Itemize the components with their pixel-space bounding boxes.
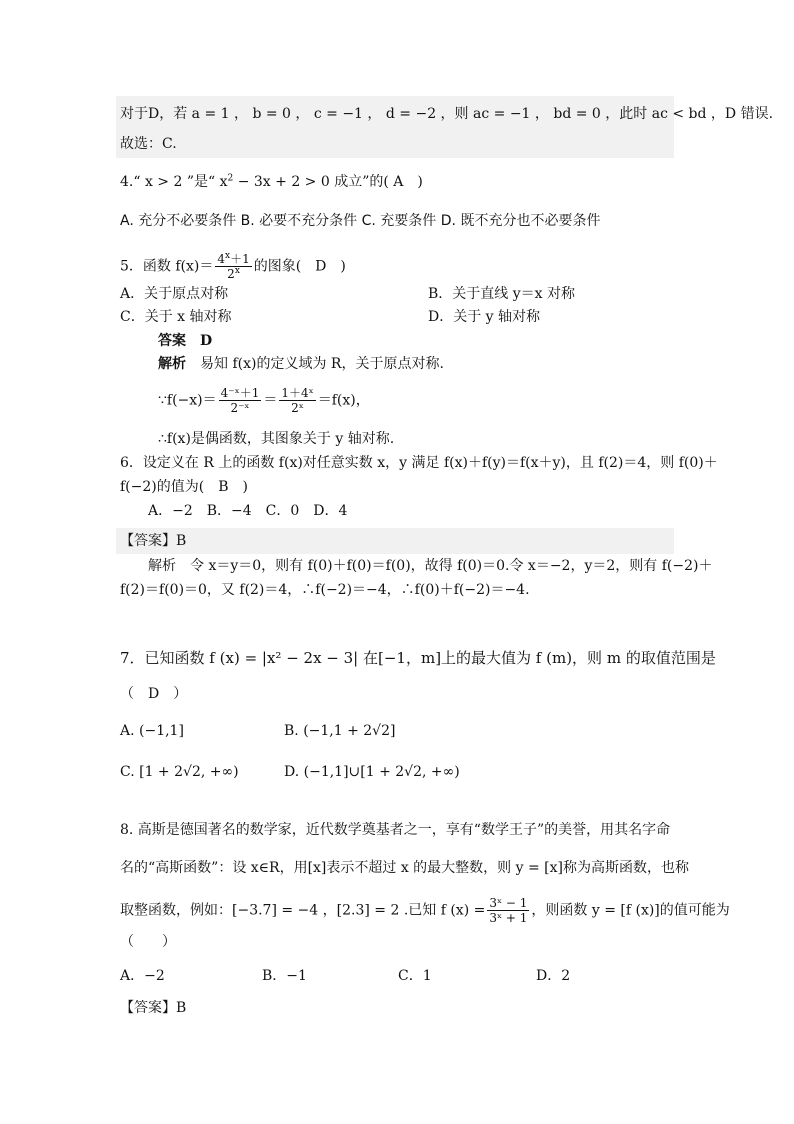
q7-blank: （ D ） xyxy=(120,686,188,702)
q7-stem: 7．已知函数 f (x) = |x² − 2x − 3| 在[−1，m]上的最大值为 f (m)，则 m 的取值范围是 xyxy=(120,649,716,667)
q8-option-d: D．2 xyxy=(536,968,571,984)
q7-option-a: A. (−1,1] xyxy=(120,723,184,739)
q8-blank: （ ） xyxy=(120,934,176,950)
q8-fraction: $\frac{\text{3ˣ − 1}}{\text{3ˣ + 1}}$ xyxy=(489,896,528,925)
q8-stem-1: 8. 高斯是德国著名的数学家，近代数学奠基者之一，享有“数学王子”的美誉，用其名字命 xyxy=(120,822,671,838)
q6-analysis-2: f(2)＝f(0)＝0，又 f(2)＝4，∴f(−2)＝−4，∴f(0)＋f(−2)＝−4. xyxy=(120,582,530,598)
q5-answer: 答案 D xyxy=(158,333,213,349)
q7-option-b: B. (−1,1 + 2√2] xyxy=(284,723,396,739)
q8-option-b: B．−1 xyxy=(262,968,307,984)
q5-fraction: $\frac{4^x+1}{2^x}$ xyxy=(217,251,250,281)
q3-line-1: 对于D，若 a = 1 ， b = 0 ， c = −1 ， d = −2 ，则 ac = −1 ， bd = 0 ，此时 ac < bd ，D 错误. xyxy=(120,106,774,122)
q4-options: A. 充分不必要条件 B. 必要不充分条件 C. 充要条件 D. 既不充分也不必要条件 xyxy=(120,213,601,229)
q4-stem: 4.“ x > 2 ”是“ $x^2 - 3x + 2 > 0$ 成立”的( A ) xyxy=(120,173,423,190)
q6-options: A．−2 B．−4 C．0 D．4 xyxy=(148,503,348,519)
q7-option-d: D. (−1,1]∪[1 + 2√2, +∞) xyxy=(284,764,460,780)
q8-stem-3: 取整函数，例如：[−3.7] = −4 ，[2.3] = 2 .已知 f (x) = $\frac{\text{3ˣ − 1}}{\text{3ˣ + 1}}$ ，则函数 y = [f (x)]的值可能为 xyxy=(120,896,730,925)
q8-option-a: A．−2 xyxy=(120,968,165,984)
q5-analysis-3: ∴f(x)是偶函数，其图象关于 y 轴对称. xyxy=(158,431,395,447)
q5-option-c: C．关于 x 轴对称 xyxy=(120,309,232,325)
q8-stem-2: 名的“高斯函数”：设 x∈R，用[x]表示不超过 x 的最大整数，则 y = [x]称为高斯函数，也称 xyxy=(120,860,689,876)
q6-answer: 【答案】B xyxy=(120,533,187,549)
q5-option-d: D．关于 y 轴对称 xyxy=(428,309,541,325)
q7-option-c: C. [1 + 2√2, +∞) xyxy=(120,764,239,780)
q5-analysis-1: 解析 易知 f(x)的定义域为 R，关于原点对称. xyxy=(158,356,444,372)
q6-stem-1: 6．设定义在 R 上的函数 f(x)对任意实数 x，y 满足 f(x)＋f(y)＝f(x＋y)，且 f(2)＝4，则 f(0)＋ xyxy=(120,455,718,471)
solution-box-q6 xyxy=(116,528,674,554)
q5-analysis-2: ∵f(−x)＝ $\frac{\text{4⁻ˣ＋1}}{\text{2⁻ˣ}}$ ＝ $\frac{\text{1＋4ˣ}}{\text{2ˣ}}$ ＝f(x)， xyxy=(158,386,370,415)
q5-stem: 5．函数 f(x)＝ $\frac{4^x+1}{2^x}$ 的图象( D ) xyxy=(120,251,346,281)
q6-stem-2: f(−2)的值为( B ) xyxy=(120,479,248,495)
q5-option-b: B．关于直线 y＝x 对称 xyxy=(428,286,575,302)
q3-line-2: 故选：C. xyxy=(120,136,177,152)
q8-option-c: C．1 xyxy=(398,968,432,984)
q5-option-a: A．关于原点对称 xyxy=(120,286,229,302)
q8-answer: 【答案】B xyxy=(120,1000,187,1016)
q6-analysis-1: 解析 令 x＝y＝0，则有 f(0)＋f(0)＝f(0)，故得 f(0)＝0.令 x＝−2，y＝2，则有 f(−2)＋ xyxy=(148,558,713,574)
